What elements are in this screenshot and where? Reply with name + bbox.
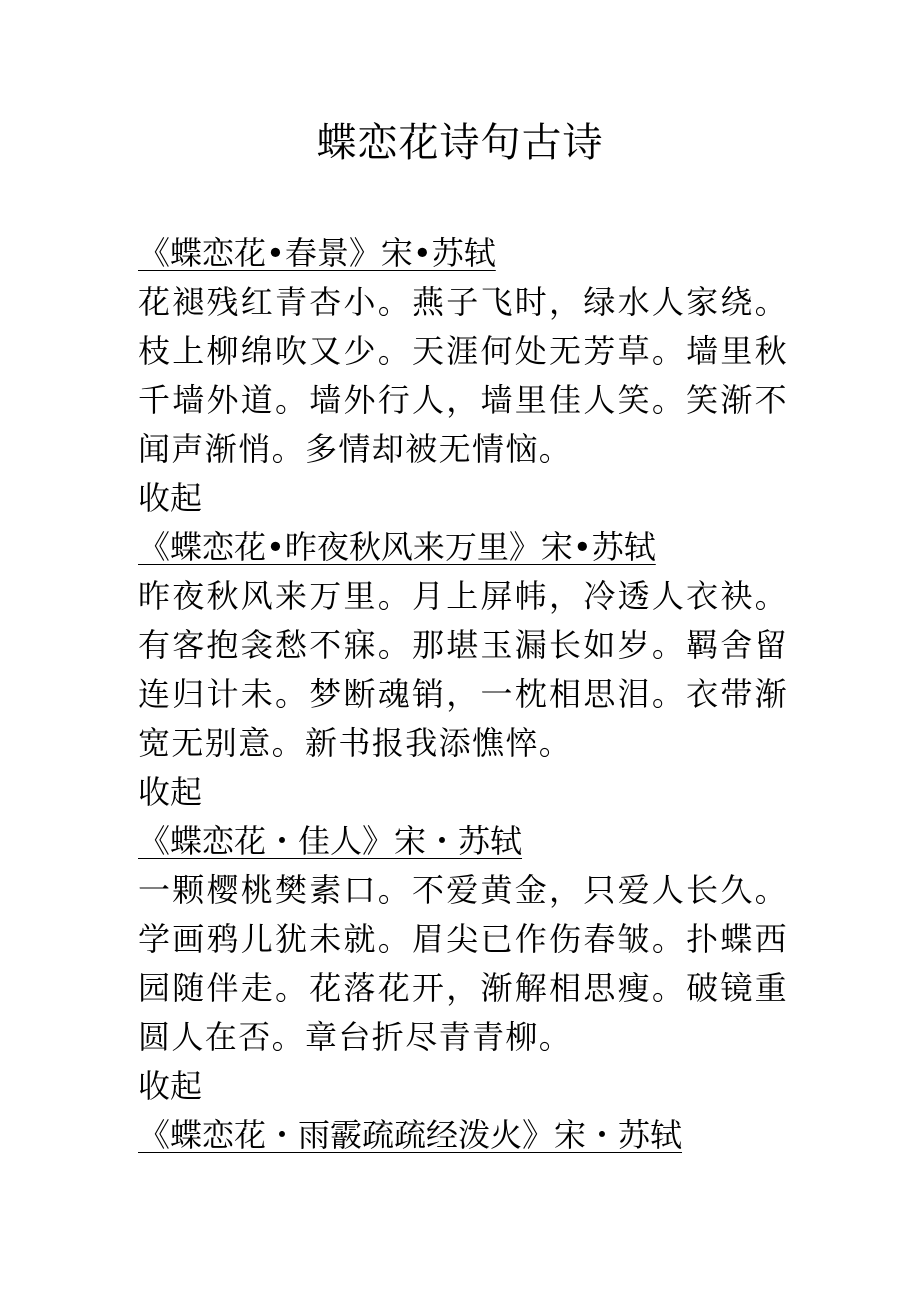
poem-body: 花褪残红青杏小。燕子飞时，绿水人家绕。枝上柳绵吹又少。天涯何处无芳草。墙里秋千墙外道。墙外行人，墙里佳人笑。笑渐不闻声渐悄。多情却被无情恼。	[138, 283, 788, 468]
collapse-button[interactable]: 收起	[138, 1067, 203, 1105]
document-title: 蝶恋花诗句古诗	[316, 120, 604, 166]
poem-entry	[138, 228, 788, 522]
poem-heading-text: 《蝶恋花•昨夜秋风来万里》宋•苏轼	[138, 528, 656, 566]
poem-body: 一颗樱桃樊素口。不爱黄金，只爱人长久。学画鸦儿犹未就。眉尖已作伤春皱。扑蝶西园随伴走。花落花开，渐解相思瘦。破镜重圆人在否。章台折尽青青柳。	[138, 871, 788, 1056]
poem-heading-link[interactable]	[138, 1110, 788, 1160]
poem-heading-link[interactable]	[138, 522, 788, 572]
poem-heading-text: 《蝶恋花・雨霰疏疏经泼火》宋・苏轼	[138, 1116, 683, 1154]
collapse-button[interactable]: 收起	[138, 479, 203, 517]
collapse-button[interactable]: 收起	[138, 773, 203, 811]
poem-heading-link[interactable]	[138, 816, 788, 866]
poem-entry	[138, 1110, 788, 1160]
poem-heading-link[interactable]	[138, 228, 788, 278]
poem-entry	[138, 816, 788, 1110]
poem-entry	[138, 522, 788, 816]
poem-list	[138, 228, 788, 1160]
poem-body: 昨夜秋风来万里。月上屏帏，冷透人衣袂。有客抱衾愁不寐。那堪玉漏长如岁。羁舍留连归计未。梦断魂销，一枕相思泪。衣带渐宽无别意。新书报我添憔悴。	[138, 577, 788, 762]
poem-heading-text: 《蝶恋花・佳人》宋・苏轼	[138, 822, 523, 860]
poem-heading-text: 《蝶恋花•春景》宋•苏轼	[138, 234, 496, 272]
